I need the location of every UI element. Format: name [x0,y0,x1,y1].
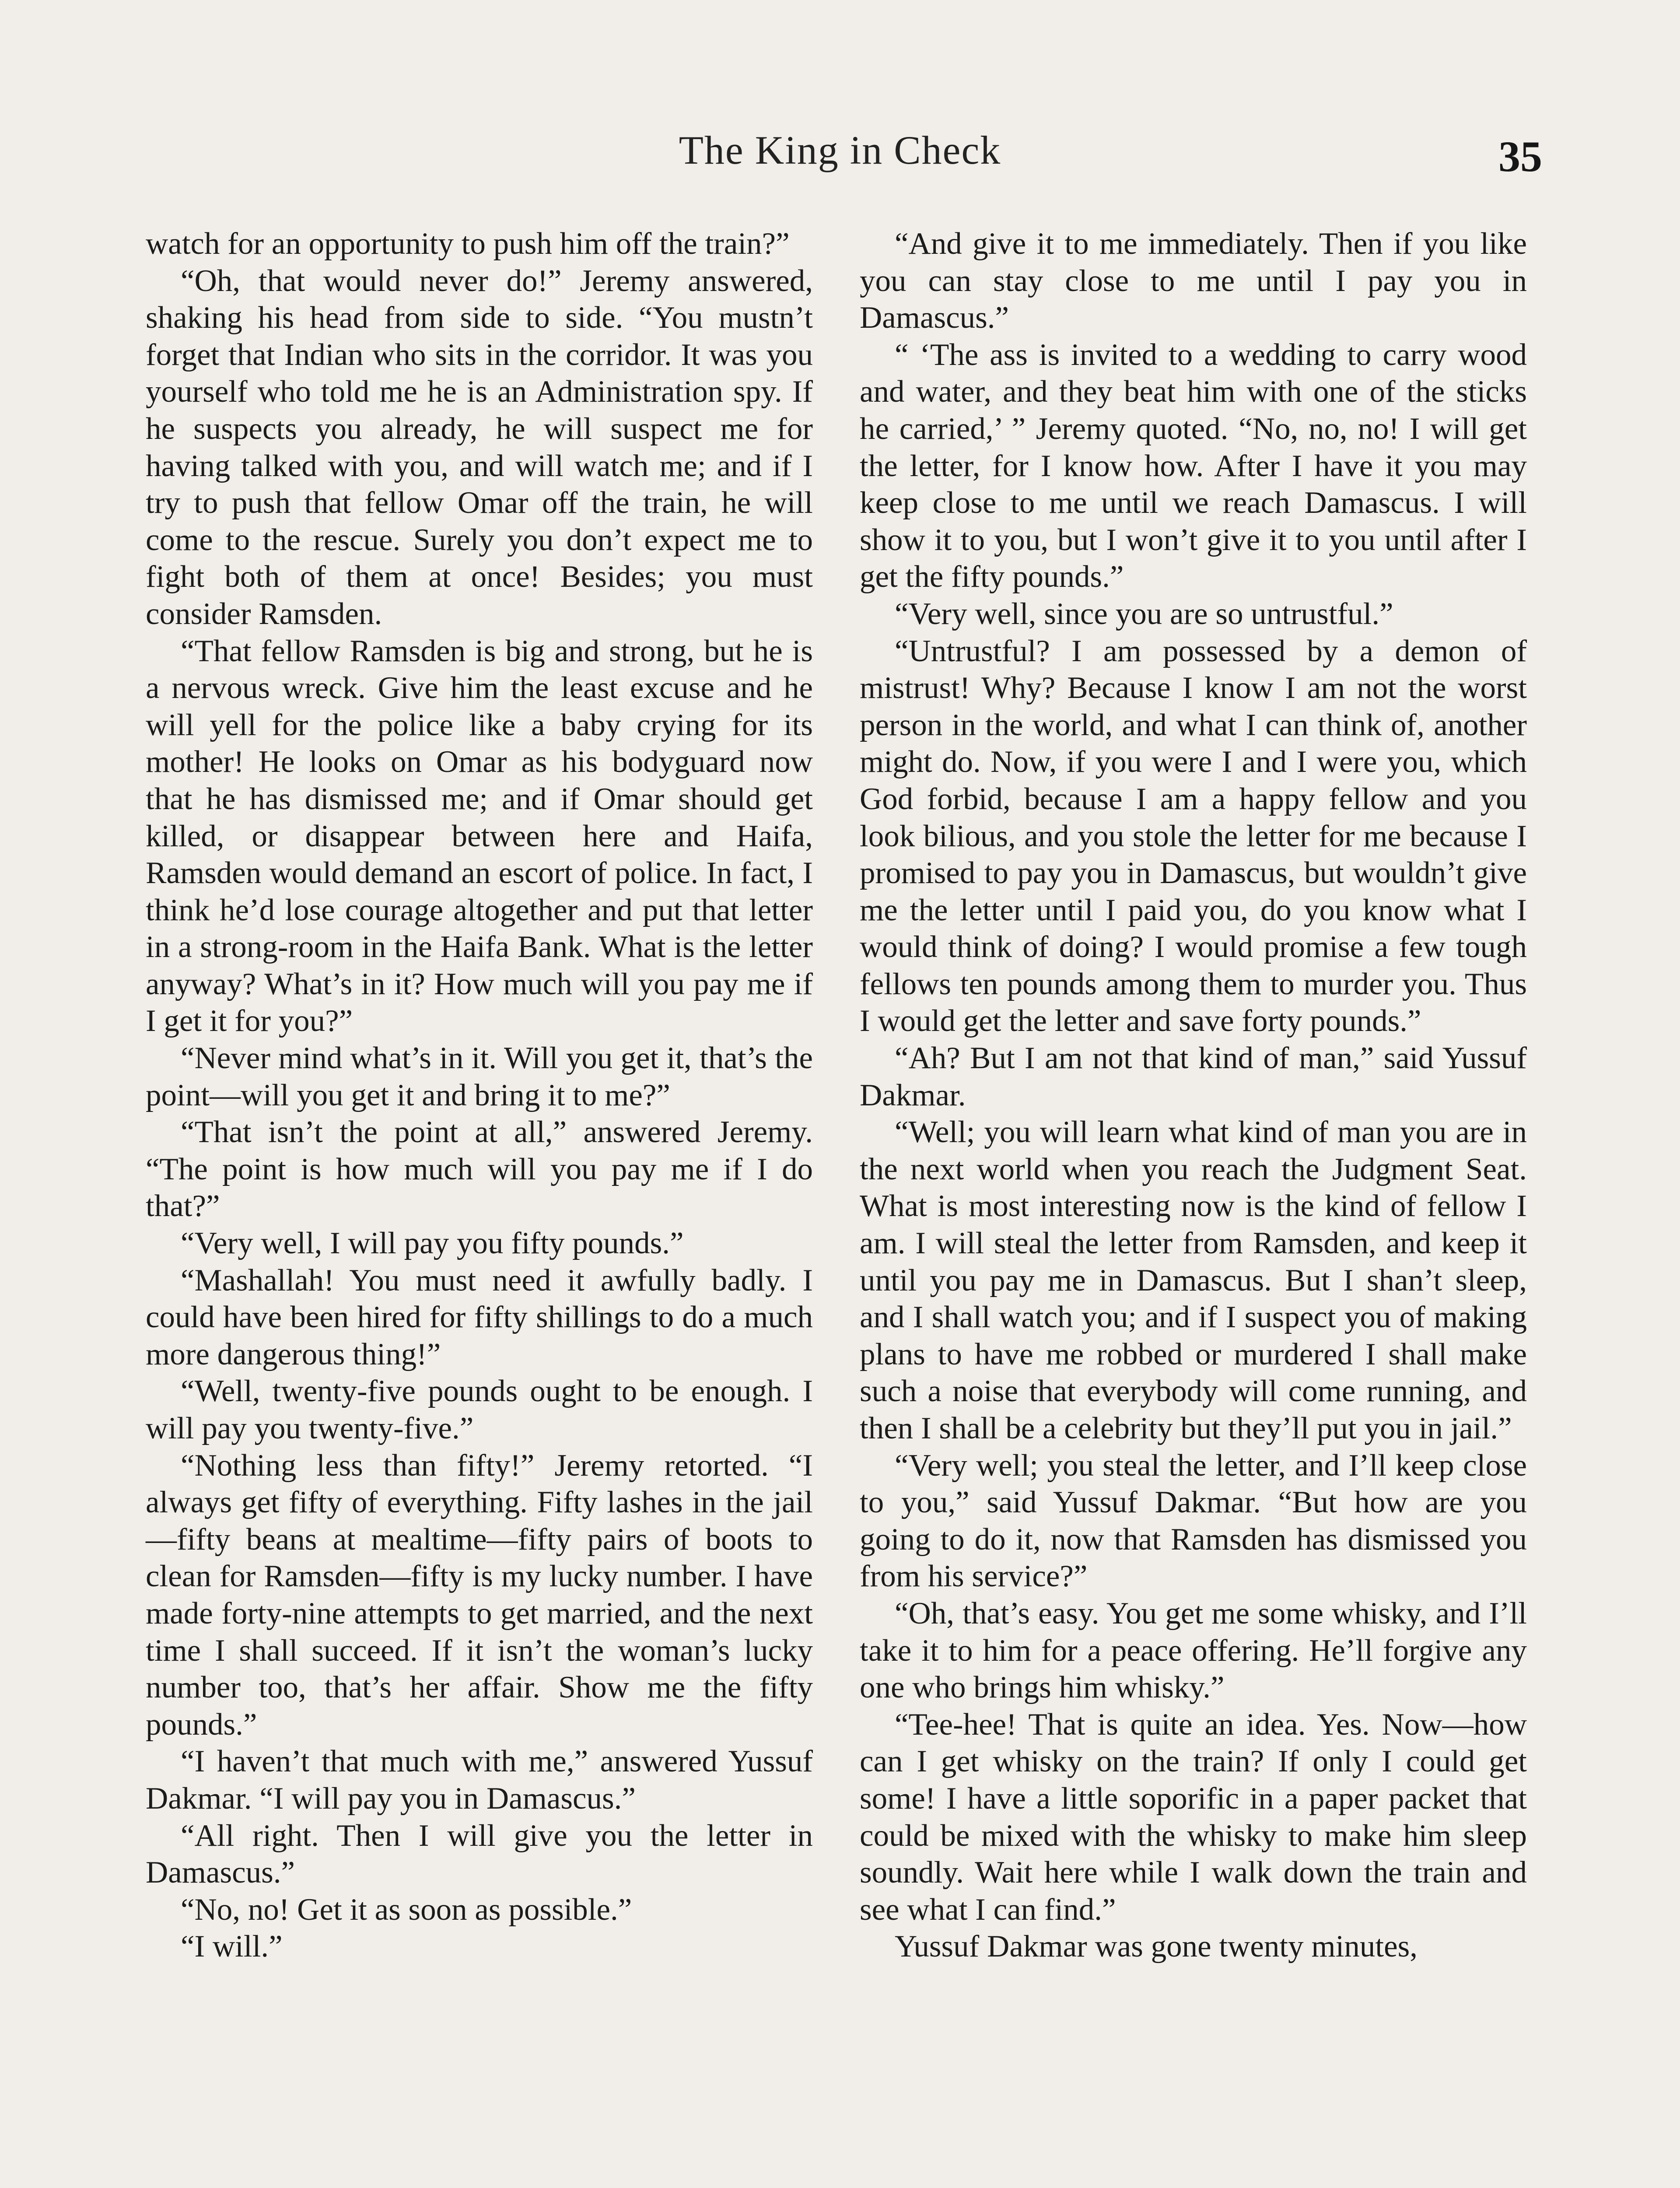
paragraph: “That isn’t the point at all,” answered Jeremy. “The point is how much will you pay me if I do that?” [146,1115,813,1224]
paragraph: “Ah? But I am not that kind of man,” said Yussuf Dakmar. [860,1041,1527,1112]
paragraph: Yussuf Dakmar was gone twenty minutes, [895,1929,1418,1964]
paragraph: “Untrustful? I am possessed by a demon of mistrust! Why? Because I know I am not the worst person in the world, and what I can think of, another might do. Now, if you were I and I were you, which God forbid, because I am a happy fellow and you look bilious, and you stole the letter for me because I promised to pay you in Damascus, but wouldn’t give me the letter until I paid you, do you know what I would think of doing? I would promise a few tough fellows ten pounds among them to murder you. Thus I would get the letter and save forty pounds.” [860,634,1527,1038]
paragraph: “No, no! Get it as soon as possible.” [181,1892,632,1927]
paragraph: “Very well, I will pay you fifty pounds.” [181,1226,684,1261]
paragraph: “Well, twenty-five pounds ought to be enough. I will pay you twenty-five.” [146,1374,813,1445]
paragraph: “Nothing less than fifty!” Jeremy retorted. “I always get fifty of everything. Fifty lashes in the jail—fifty beans at mealtime—fifty pairs of boots to clean for Ramsden—fifty is my lucky number. I have made forty-nine attempts to get married, and the next time I shall succeed. If it isn’t the woman’s lucky number too, that’s her affair. Show me the fifty pounds.” [146,1448,813,1742]
right-text-column [860,225,1527,1965]
left-text-column [146,225,813,1965]
paragraph: “And give it to me immediately. Then if you like you can stay close to me until I pay you in Damascus.” [860,227,1527,335]
paragraph: “I haven’t that much with me,” answered Yussuf Dakmar. “I will pay you in Damascus.” [146,1744,813,1816]
paragraph: “Never mind what’s in it. Will you get it, that’s the point—will you get it and bring it to me?” [146,1041,813,1112]
paragraph: “Well; you will learn what kind of man you are in the next world when you reach the Judgment Seat. What is most interesting now is the kind of fellow I am. I will steal the letter from Ramsden, and keep it until you pay me in Damascus. But I shan’t sleep, and I shall watch you; and if I suspect you of making plans to have me robbed or murdered I shall make such a noise that everybody will come running, and then I shall be a celebrity but they’ll put you in jail.” [860,1115,1527,1445]
paragraph: “Oh, that would never do!” Jeremy answered, shaking his head from side to side. “You mustn’t forget that Indian who sits in the corridor. It was you yourself who told me he is an Administration spy. If he suspects you already, he will suspect me for having talked with you, and will watch me; and if I try to push that fellow Omar off the train, he will come to the rescue. Surely you don’t expect me to fight both of them at once! Besides; you must consider Ramsden. [146,263,813,631]
paragraph: “Very well, since you are so untrustful.” [895,596,1393,631]
running-title: The King in Check [679,128,1001,172]
paragraph: “Very well; you steal the letter, and I’ll keep close to you,” said Yussuf Dakmar. “But how are you going to do it, now that Ramsden has dismissed you from his service?” [860,1448,1527,1594]
paragraph: “ ‘The ass is invited to a wedding to carry wood and water, and they beat him with one of the sticks he carried,’ ” Jeremy quoted. “No, no, no! I will get the letter, for I know how. After I have it you may keep close to me until we reach Damascus. I will show it to you, but I won’t give it to you until after I get the fifty pounds.” [860,337,1527,594]
paragraph: “All right. Then I will give you the letter in Damascus.” [146,1818,813,1890]
paragraph: “I will.” [181,1929,283,1964]
paragraph: “Oh, that’s easy. You get me some whisky, and I’ll take it to him for a peace offering. He’ll forgive any one who brings him whisky.” [860,1596,1527,1705]
paragraph: “Tee-hee! That is quite an idea. Yes. Now—how can I get whisky on the train? If only I could get some! I have a little soporific in a paper packet that could be mixed with the whisky to make him sleep soundly. Wait here while I walk down the train and see what I can find.” [860,1707,1527,1927]
paragraph: “That fellow Ramsden is big and strong, but he is a nervous wreck. Give him the least excuse and he will yell for the police like a baby crying for its mother! He looks on Omar as his bodyguard now that he has dismissed me; and if Omar should get killed, or disappear between here and Haifa, Ramsden would demand an escort of police. In fact, I think he’d lose courage altogether and put that letter in a strong-room in the Haifa Bank. What is the letter anyway? What’s in it? How much will you pay me if I get it for you?” [146,634,813,1038]
page-number: 35 [1498,132,1542,181]
paragraph: “Mashallah! You must need it awfully badly. I could have been hired for fifty shillings to do a much more dangerous thing!” [146,1263,813,1371]
paragraph: watch for an opportunity to push him off the train?” [146,227,790,261]
